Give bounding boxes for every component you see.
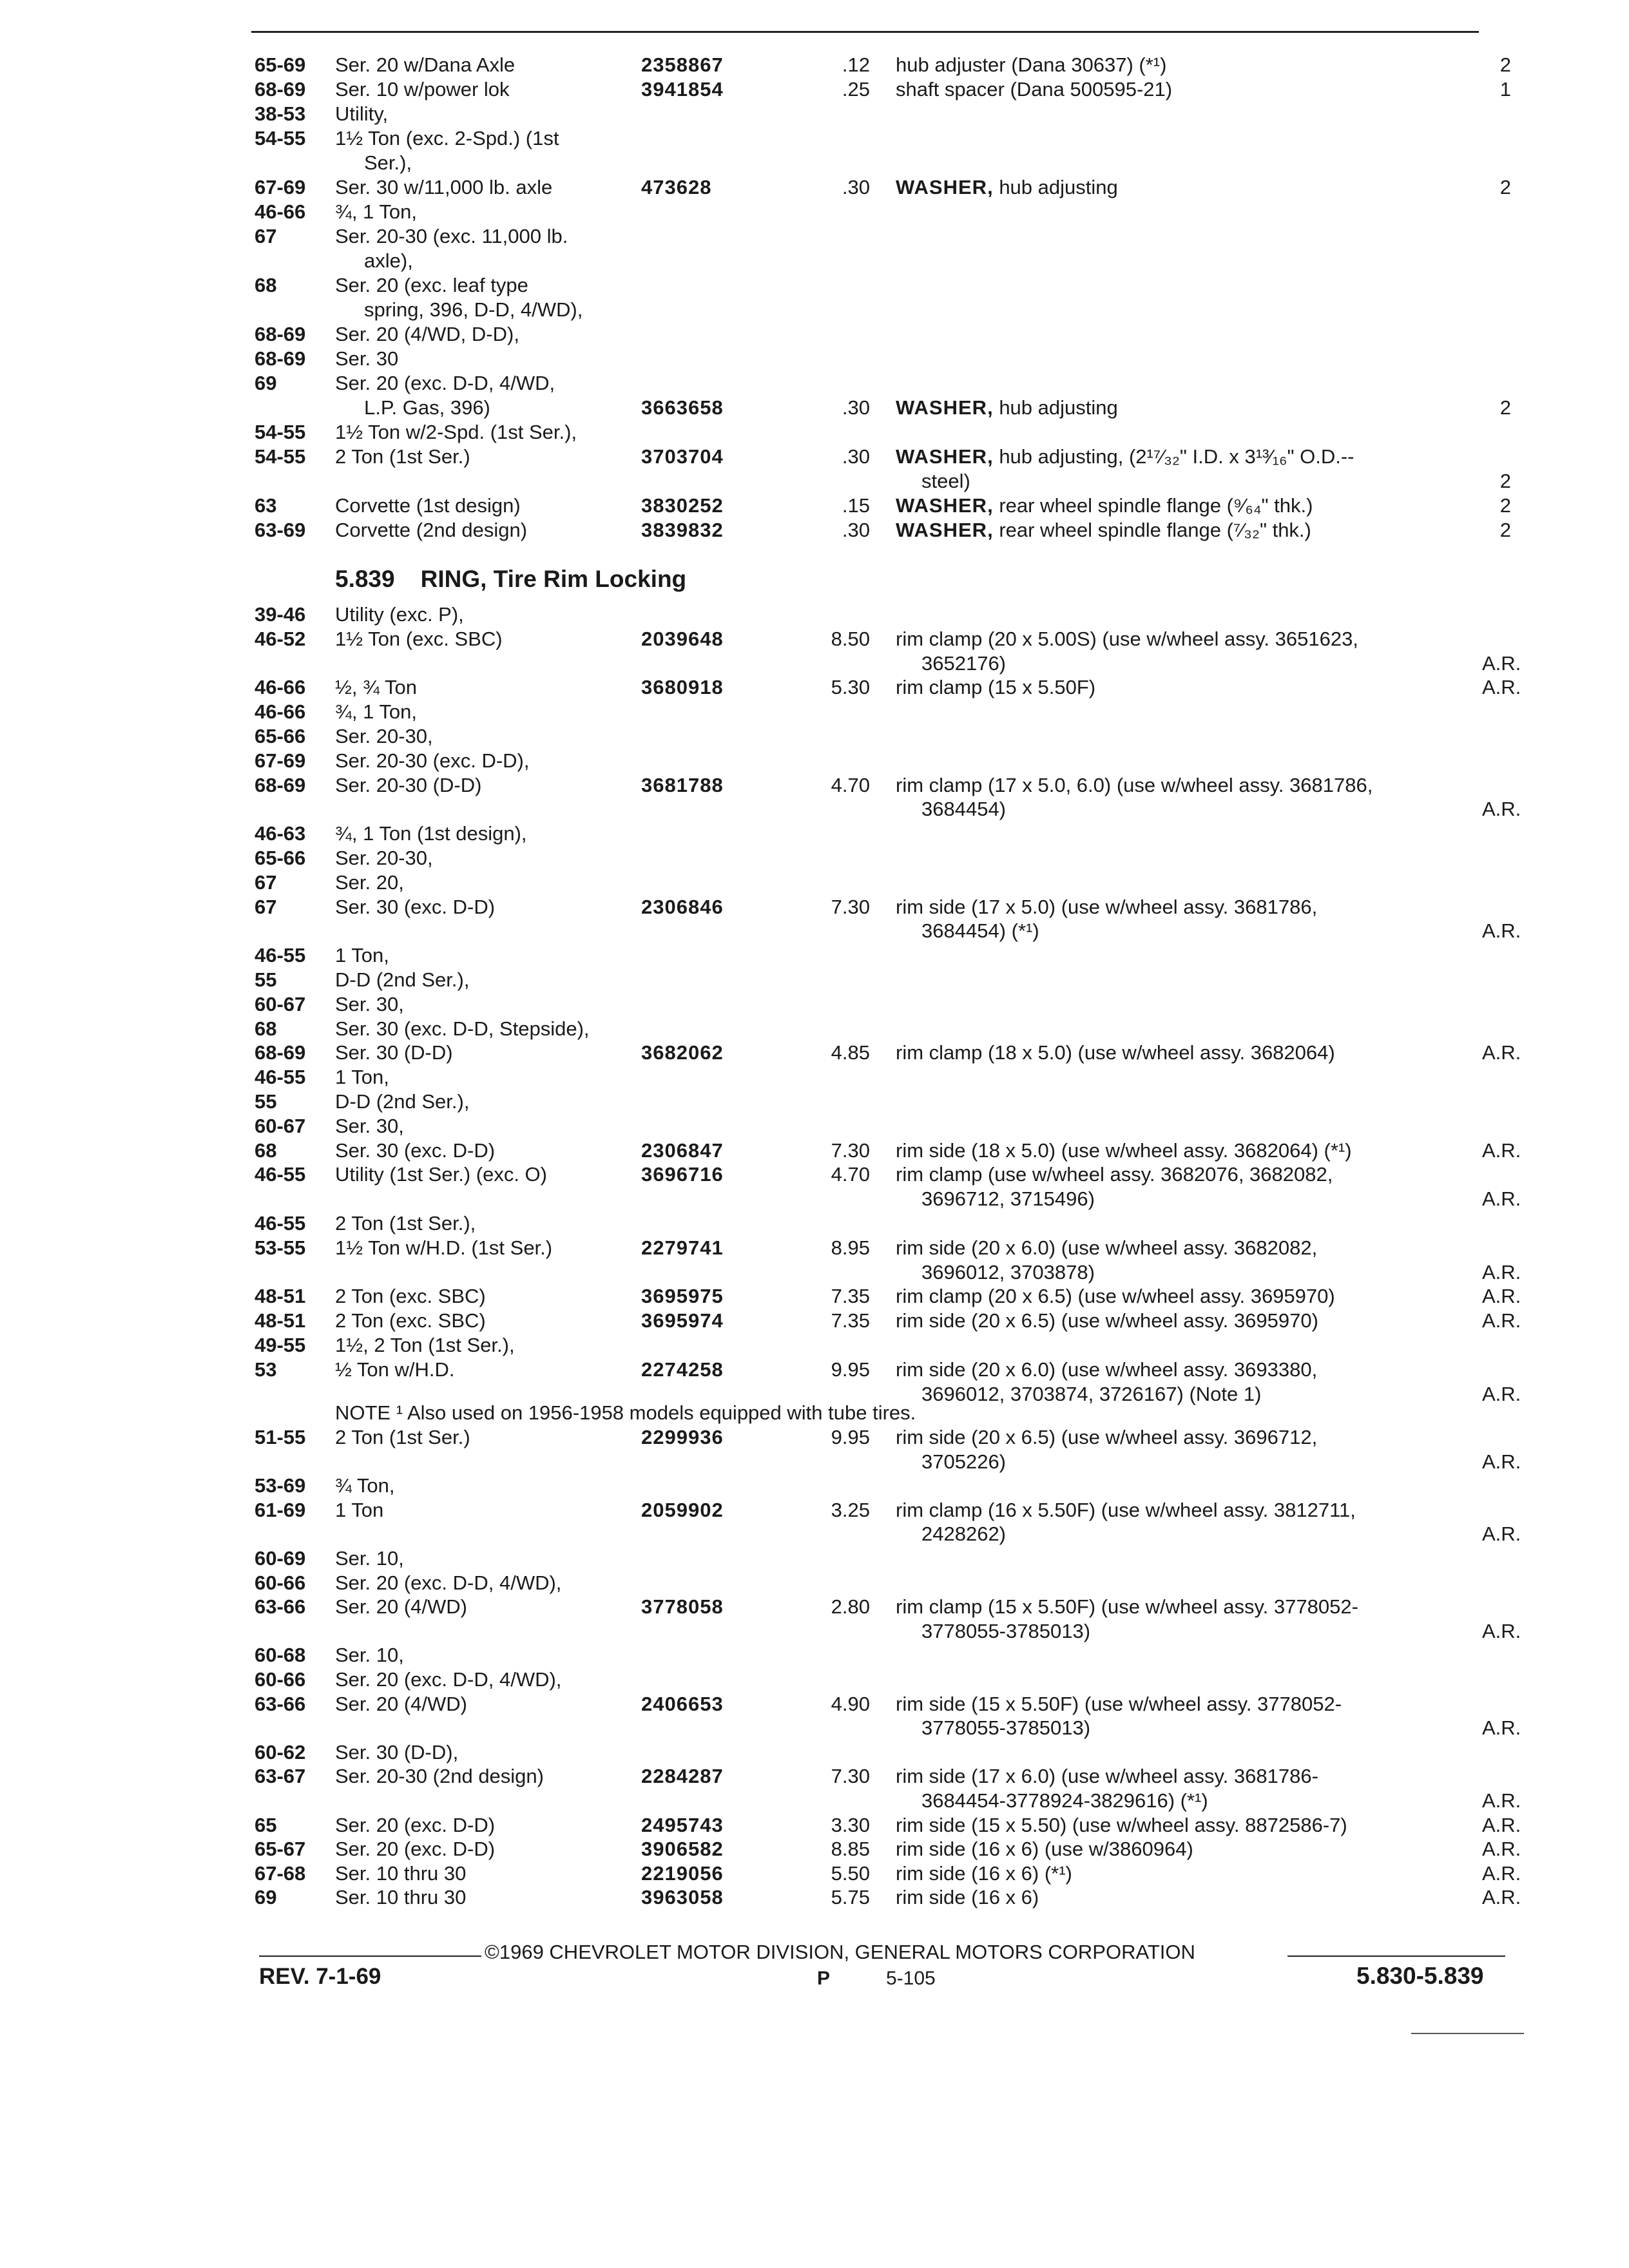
application: L.P. Gas, 396): [364, 396, 490, 419]
quantity: A.R.: [1482, 651, 1521, 675]
quantity: A.R.: [1482, 1187, 1521, 1211]
description-text: shaft spacer (Dana 500595-21): [896, 78, 1173, 101]
part-number: 3695974: [641, 1309, 724, 1332]
part-number: 473628: [641, 176, 712, 198]
year-range: 63-66: [255, 1595, 306, 1619]
year-range: 53: [255, 1358, 277, 1381]
description-text: rim side (17 x 6.0) (use w/wheel assy. 3681786-: [896, 1765, 1318, 1788]
application: Ser. 30 (D-D): [335, 1041, 453, 1064]
description-text: rim side (16 x 6): [896, 1886, 1039, 1909]
description-continued: 3696012, 3703878): [921, 1260, 1095, 1283]
price: 4.70: [831, 773, 870, 796]
price: .12: [842, 53, 870, 76]
year-range: 63-66: [255, 1692, 306, 1715]
price: 7.30: [831, 895, 870, 918]
quantity: A.R.: [1482, 1450, 1521, 1473]
application: ¾, 1 Ton (1st design),: [335, 822, 527, 845]
description-text: rim side (20 x 6.0) (use w/wheel assy. 3693380,: [896, 1358, 1318, 1381]
quantity: A.R.: [1482, 1619, 1521, 1642]
year-range: 68: [255, 1139, 277, 1162]
item-name: WASHER,: [896, 176, 994, 198]
year-range: 68: [255, 274, 277, 296]
quantity: A.R.: [1482, 1382, 1521, 1405]
application: 2 Ton (exc. SBC): [335, 1309, 486, 1332]
year-range: 60-68: [255, 1644, 306, 1667]
quantity: A.R.: [1482, 1886, 1521, 1909]
price: 4.90: [831, 1692, 870, 1715]
year-range: 63-67: [255, 1765, 306, 1788]
item-name: WASHER,: [896, 494, 994, 517]
description: [896, 1041, 1335, 1065]
application: Ser. 30,: [335, 992, 404, 1015]
description-text: rim clamp (16 x 5.50F) (use w/wheel assy. 3812711,: [896, 1498, 1356, 1521]
description: [896, 1595, 1358, 1619]
description-text: rim clamp (20 x 6.5) (use w/wheel assy. 3695970): [896, 1285, 1335, 1308]
part-number: 3663658: [641, 396, 724, 419]
description-continued: 3684454) (*¹): [921, 919, 1039, 943]
description-text: rim side (18 x 5.0) (use w/wheel assy. 3682064) (*¹): [896, 1139, 1352, 1162]
application: Ser. 10 thru 30: [335, 1861, 467, 1885]
application: Ser. 20-30 (2nd design): [335, 1765, 544, 1788]
application: Corvette (2nd design): [335, 519, 528, 541]
application: ¾, 1 Ton,: [335, 200, 417, 223]
application: Ser. 30 (exc. D-D): [335, 895, 496, 918]
year-range: 49-55: [255, 1334, 306, 1356]
quantity: A.R.: [1482, 798, 1521, 821]
description: [896, 1309, 1318, 1333]
application: Ser. 20 w/Dana Axle: [335, 53, 516, 76]
year-range: 48-51: [255, 1285, 306, 1308]
application: Ser. 30 (D-D),: [335, 1740, 459, 1763]
year-range: 60-67: [255, 992, 306, 1015]
application: ¾ Ton,: [335, 1474, 395, 1497]
application: Ser. 30: [335, 347, 399, 370]
copyright-line: ©1969 CHEVROLET MOTOR DIVISION, GENERAL MOTORS CORPORATION: [485, 1941, 1195, 1963]
revision-date: REV. 7-1-69: [259, 1964, 381, 1989]
price: 5.50: [831, 1861, 870, 1885]
part-number: 3963058: [641, 1886, 724, 1909]
quantity: A.R.: [1482, 1838, 1521, 1861]
year-range: 60-67: [255, 1114, 306, 1137]
quantity: 1: [1499, 78, 1511, 101]
price: 7.30: [831, 1765, 870, 1788]
price: 8.50: [831, 627, 870, 650]
description-text: rim clamp (15 x 5.50F) (use w/wheel assy. 3778052-: [896, 1595, 1358, 1619]
quantity: A.R.: [1482, 1789, 1521, 1812]
year-range: 53-55: [255, 1236, 306, 1259]
description: [896, 1284, 1335, 1309]
description: [896, 773, 1373, 798]
application: Ser. 30 (exc. D-D): [335, 1139, 496, 1162]
application: Ser. 20-30 (D-D): [335, 773, 482, 796]
year-range: 46-55: [255, 944, 306, 967]
year-range: 54-55: [255, 445, 306, 468]
description: [896, 895, 1317, 919]
description: [896, 1692, 1342, 1716]
part-number: 3703704: [641, 445, 724, 468]
description: [896, 1425, 1317, 1450]
year-range: 46-52: [255, 627, 306, 650]
price: 2.80: [831, 1595, 870, 1619]
description: [896, 675, 1095, 700]
application: Corvette (1st design): [335, 494, 521, 517]
price: .25: [842, 78, 870, 101]
description: [896, 175, 1118, 200]
year-range: 61-69: [255, 1498, 306, 1521]
application: Ser. 10 w/power lok: [335, 78, 510, 101]
part-number: 3778058: [641, 1595, 724, 1619]
price: 5.30: [831, 676, 870, 699]
quantity: A.R.: [1482, 676, 1521, 699]
application: 1½, 2 Ton (1st Ser.),: [335, 1334, 515, 1356]
section-range: 5.830-5.839: [1356, 1963, 1484, 1989]
description-text: rim side (20 x 6.5) (use w/wheel assy. 3696712,: [896, 1426, 1318, 1448]
application: Ser. 20 (exc. D-D): [335, 1813, 496, 1836]
application: Ser. 20 (4/WD): [335, 1692, 467, 1715]
application: Ser. 30 (exc. D-D, Stepside),: [335, 1017, 590, 1040]
quantity: 2: [1499, 53, 1511, 76]
application: 2 Ton (exc. SBC): [335, 1285, 486, 1308]
application: spring, 396, D-D, 4/WD),: [364, 298, 583, 321]
description: [896, 77, 1172, 102]
description: [896, 1139, 1352, 1163]
part-number: 2059902: [641, 1498, 724, 1521]
price: .30: [842, 519, 870, 541]
description-text: rim clamp (20 x 5.00S) (use w/wheel assy. 3651623,: [896, 627, 1358, 650]
part-number: 2219056: [641, 1861, 724, 1885]
description: [896, 1764, 1318, 1789]
application: D-D (2nd Ser.),: [335, 1090, 470, 1113]
year-range: 46-66: [255, 700, 306, 724]
quantity: A.R.: [1482, 1285, 1521, 1308]
year-range: 54-55: [255, 421, 306, 443]
price: 5.75: [831, 1886, 870, 1909]
application: Ser. 30 w/11,000 lb. axle: [335, 176, 553, 198]
description: [896, 396, 1118, 420]
application: Ser. 20-30 (exc. 11,000 lb.: [335, 225, 568, 247]
description-text: rim side (15 x 5.50) (use w/wheel assy. 8872586-7): [896, 1813, 1347, 1836]
description-continued: 3652176): [921, 651, 1007, 675]
application: 1½ Ton (exc. 2-Spd.) (1st: [335, 127, 559, 149]
application: 1½ Ton w/2-Spd. (1st Ser.),: [335, 421, 577, 443]
description-text: rim side (16 x 6) (*¹): [896, 1861, 1072, 1885]
application: 1½ Ton w/H.D. (1st Ser.): [335, 1236, 553, 1259]
part-number: 3830252: [641, 494, 724, 517]
price: 3.25: [831, 1498, 870, 1521]
part-number: 2358867: [641, 53, 724, 76]
application: axle),: [364, 249, 413, 272]
description: [896, 53, 1166, 77]
application: ¾, 1 Ton,: [335, 700, 417, 724]
application: Ser. 20 (exc. D-D, 4/WD),: [335, 1571, 562, 1594]
description-text: rear wheel spindle flange (⁷⁄₃₂" thk.): [999, 519, 1311, 541]
application: 1½ Ton (exc. SBC): [335, 627, 503, 650]
year-range: 60-69: [255, 1547, 306, 1570]
description: [896, 1885, 1039, 1910]
part-number: 2039648: [641, 627, 724, 650]
application: 1 Ton,: [335, 1066, 389, 1089]
quantity: A.R.: [1482, 1309, 1521, 1332]
year-range: 38-53: [255, 102, 306, 125]
year-range: 65-69: [255, 53, 306, 76]
description-continued: 3778055-3785013): [921, 1716, 1091, 1740]
part-number: 2274258: [641, 1358, 724, 1381]
year-range: 69: [255, 372, 277, 394]
description-text: rim side (17 x 5.0) (use w/wheel assy. 3681786,: [896, 895, 1318, 918]
quantity: A.R.: [1482, 1813, 1521, 1836]
year-range: 67-69: [255, 749, 306, 772]
year-range: 60-62: [255, 1740, 306, 1763]
part-number: 2306847: [641, 1139, 724, 1162]
part-number: 3682062: [641, 1041, 724, 1064]
application: 1 Ton: [335, 1498, 384, 1521]
application: Ser. 20 (exc. D-D, 4/WD,: [335, 372, 555, 394]
description-text: rim side (20 x 6.0) (use w/wheel assy. 3682082,: [896, 1236, 1318, 1259]
price: 8.95: [831, 1236, 870, 1259]
quantity: A.R.: [1482, 1716, 1521, 1740]
description: [896, 1837, 1193, 1861]
year-range: 46-66: [255, 676, 306, 699]
application: Ser. 10,: [335, 1644, 404, 1667]
footer-rule-right: [1287, 1956, 1505, 1957]
year-range: 55: [255, 968, 277, 991]
quantity: 2: [1499, 176, 1511, 198]
price: 4.85: [831, 1041, 870, 1064]
description-continued: 3778055-3785013): [921, 1619, 1091, 1642]
quantity: A.R.: [1482, 1861, 1521, 1885]
price: .30: [842, 445, 870, 468]
part-number: 3839832: [641, 519, 724, 541]
application: Ser. 20 (exc. leaf type: [335, 274, 528, 296]
description: [896, 1358, 1317, 1382]
application: Utility (exc. P),: [335, 603, 464, 626]
price: 7.35: [831, 1309, 870, 1332]
part-number: 3680918: [641, 676, 724, 699]
description: [896, 445, 1354, 469]
description-text: hub adjusting: [999, 396, 1118, 419]
description-continued: steel): [921, 470, 970, 492]
year-range: 65-66: [255, 725, 306, 747]
year-range: 67: [255, 895, 277, 918]
year-range: 63-69: [255, 519, 306, 541]
footer-rule-left: [259, 1956, 481, 1957]
part-number: 2284287: [641, 1765, 724, 1788]
description: [896, 1498, 1356, 1523]
application: D-D (2nd Ser.),: [335, 968, 470, 991]
year-range: 55: [255, 1090, 277, 1113]
year-range: 68-69: [255, 773, 306, 796]
description-text: rim side (20 x 6.5) (use w/wheel assy. 3695970): [896, 1309, 1318, 1332]
price: 4.70: [831, 1163, 870, 1186]
year-range: 51-55: [255, 1426, 306, 1448]
year-range: 68-69: [255, 78, 306, 101]
quantity: 2: [1499, 470, 1511, 492]
description-text: rim clamp (18 x 5.0) (use w/wheel assy. 3682064): [896, 1041, 1335, 1064]
price: .15: [842, 494, 870, 517]
part-number: 3906582: [641, 1838, 724, 1861]
description-text: hub adjuster (Dana 30637) (*¹): [896, 53, 1167, 76]
part-number: 3941854: [641, 78, 724, 101]
section-number: 5.839: [335, 566, 395, 592]
part-number: 2299936: [641, 1426, 724, 1448]
description-text: rim side (16 x 6) (use w/3860964): [896, 1838, 1193, 1861]
description-text: rim clamp (15 x 5.50F): [896, 676, 1096, 699]
quantity: 2: [1499, 494, 1511, 517]
page-number: 5-105: [886, 1968, 936, 1989]
description-text: hub adjusting, (2¹⁷⁄₃₂" I.D. x 3¹³⁄₁₆" O.D.--: [999, 445, 1354, 468]
section-heading: [335, 566, 686, 593]
year-range: 68-69: [255, 347, 306, 370]
year-range: 67-68: [255, 1861, 306, 1885]
year-range: 67: [255, 870, 277, 894]
quantity: A.R.: [1482, 1523, 1521, 1546]
description-continued: 3705226): [921, 1450, 1007, 1473]
application: Ser. 20-30,: [335, 847, 433, 869]
description: [896, 1162, 1333, 1187]
application: ½ Ton w/H.D.: [335, 1358, 455, 1381]
year-range: 69: [255, 1886, 277, 1909]
year-range: 67-69: [255, 176, 306, 198]
description: [896, 1861, 1072, 1886]
application: Ser.),: [364, 151, 412, 174]
application: 2 Ton (1st Ser.),: [335, 1212, 476, 1235]
price: 9.95: [831, 1358, 870, 1381]
price: 7.30: [831, 1139, 870, 1162]
description-continued: 3684454): [921, 798, 1007, 821]
description-continued: 3696012, 3703874, 3726167) (Note 1): [921, 1382, 1262, 1405]
application: Ser. 20-30 (exc. D-D),: [335, 749, 530, 772]
year-range: 46-55: [255, 1163, 306, 1186]
scan-edge-mark: [1411, 2033, 1524, 2034]
part-number: 3695975: [641, 1285, 724, 1308]
year-range: 68: [255, 1017, 277, 1040]
part-number: 2306846: [641, 895, 724, 918]
application: Ser. 30,: [335, 1114, 404, 1137]
part-number: 3696716: [641, 1163, 724, 1186]
page-letter: P: [817, 1968, 831, 1989]
year-range: 54-55: [255, 127, 306, 149]
price: 8.85: [831, 1838, 870, 1861]
year-range: 65: [255, 1813, 277, 1836]
year-range: 46-55: [255, 1212, 306, 1235]
year-range: 63: [255, 494, 277, 517]
year-range: 68-69: [255, 1041, 306, 1064]
description: [896, 518, 1311, 543]
description-text: rim clamp (use w/wheel assy. 3682076, 3682082,: [896, 1163, 1333, 1186]
description-continued: 3696712, 3715496): [921, 1187, 1095, 1211]
price: .30: [842, 176, 870, 198]
description-continued: 3684454-3778924-3829616) (*¹): [921, 1789, 1208, 1812]
year-range: 48-51: [255, 1309, 306, 1332]
application: Ser. 20,: [335, 870, 404, 894]
quantity: 2: [1499, 519, 1511, 541]
quantity: A.R.: [1482, 1139, 1521, 1162]
section-title: RING, Tire Rim Locking: [420, 566, 687, 592]
price: .30: [842, 396, 870, 419]
application: Ser. 20 (4/WD): [335, 1595, 467, 1619]
item-name: WASHER,: [896, 519, 994, 541]
part-number: 2279741: [641, 1236, 724, 1259]
description: [896, 1236, 1317, 1260]
application: Ser. 10,: [335, 1547, 404, 1570]
description-text: rim side (15 x 5.50F) (use w/wheel assy. 3778052-: [896, 1692, 1342, 1715]
description: [896, 494, 1313, 518]
year-range: 68-69: [255, 323, 306, 345]
year-range: 65-66: [255, 847, 306, 869]
part-number: 2495743: [641, 1813, 724, 1836]
year-range: 46-63: [255, 822, 306, 845]
year-range: 65-67: [255, 1838, 306, 1861]
description-continued: 2428262): [921, 1523, 1007, 1546]
footnote: NOTE ¹ Also used on 1956-1958 models equipped with tube tires.: [335, 1401, 916, 1424]
application: Ser. 20 (exc. D-D, 4/WD),: [335, 1668, 562, 1691]
application: Utility,: [335, 102, 389, 125]
application: 2 Ton (1st Ser.): [335, 1426, 470, 1448]
top-rule: [251, 31, 1479, 33]
application: 1 Ton,: [335, 944, 389, 967]
quantity: A.R.: [1482, 1260, 1521, 1283]
item-name: WASHER,: [896, 445, 994, 468]
year-range: 67: [255, 225, 277, 247]
item-name: WASHER,: [896, 396, 994, 419]
year-range: 53-69: [255, 1474, 306, 1497]
application: Ser. 10 thru 30: [335, 1886, 467, 1909]
year-range: 60-66: [255, 1668, 306, 1691]
application: Ser. 20-30,: [335, 725, 433, 747]
application: ½, ¾ Ton: [335, 676, 417, 699]
year-range: 46-66: [255, 200, 306, 223]
part-number: 2406653: [641, 1692, 724, 1715]
quantity: A.R.: [1482, 1041, 1521, 1064]
quantity: 2: [1499, 396, 1511, 419]
description-text: rear wheel spindle flange (⁹⁄₆₄" thk.): [999, 494, 1313, 517]
year-range: 39-46: [255, 603, 306, 626]
part-number: 3681788: [641, 773, 724, 796]
description-text: rim clamp (17 x 5.0, 6.0) (use w/wheel assy. 3681786,: [896, 773, 1373, 796]
description-text: hub adjusting: [999, 176, 1118, 198]
description: [896, 1813, 1347, 1838]
year-range: 60-66: [255, 1571, 306, 1594]
price: 9.95: [831, 1426, 870, 1448]
description: [896, 627, 1358, 651]
application: 2 Ton (1st Ser.): [335, 445, 470, 468]
quantity: A.R.: [1482, 919, 1521, 943]
application: Ser. 20 (4/WD, D-D),: [335, 323, 519, 345]
price: 3.30: [831, 1813, 870, 1836]
year-range: 46-55: [255, 1066, 306, 1089]
price: 7.35: [831, 1285, 870, 1308]
application: Ser. 20 (exc. D-D): [335, 1838, 496, 1861]
application: Utility (1st Ser.) (exc. O): [335, 1163, 547, 1186]
